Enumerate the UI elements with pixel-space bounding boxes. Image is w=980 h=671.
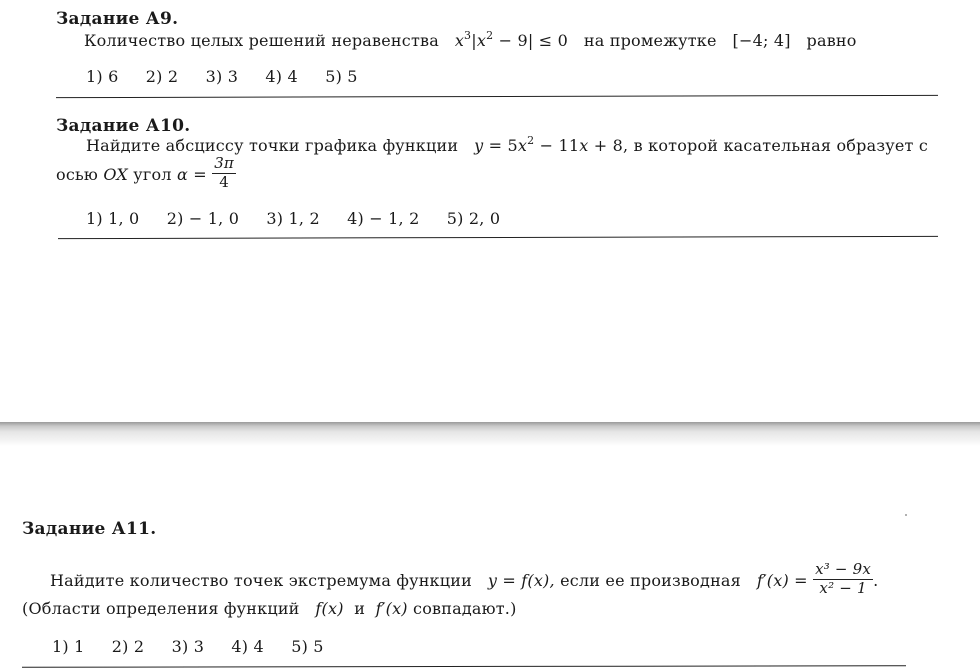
task-a10-line2-text: осью [56, 164, 99, 184]
task-a9-answer-5: 5) 5 [325, 67, 358, 86]
page-bottom [0, 446, 980, 671]
task-a10-line2-text2: угол [133, 164, 172, 184]
task-a11-text2: если ее производная [560, 570, 741, 590]
task-a10-frac-num: 3π [214, 154, 234, 172]
task-a11-answer-5: 5) 5 [291, 637, 324, 656]
task-a11-answer-3: 3) 3 [171, 637, 205, 656]
task-a10-statement-line2 [56, 154, 236, 193]
task-a11-line2-and: и [354, 599, 366, 618]
task-a11-frac-den: x² − 1 [813, 579, 873, 597]
task-a10-answer-3: 3) 1, 2 [266, 209, 320, 228]
task-a9-expr-abs: | [471, 31, 477, 50]
task-a10-divider [58, 236, 938, 239]
task-a9-answer-2: 2) 2 [145, 67, 179, 86]
task-a11-answer-2: 2) 2 [111, 637, 145, 656]
task-a10-fraction [212, 156, 236, 191]
task-a10-answers [86, 209, 522, 228]
task-a9-text3: равно [806, 31, 857, 50]
scan-speck [905, 514, 907, 516]
task-a9-answer-1: 1) 6 [86, 67, 119, 86]
task-a10-fn-rest2: + 8, [588, 136, 629, 155]
task-a11-fraction [813, 562, 873, 597]
task-a11-dot: . [873, 570, 879, 590]
task-a11-line2: (Области определения функций [22, 599, 300, 618]
task-a10-fn-y: y [474, 136, 484, 155]
task-a9-interval: [−4; 4] [732, 31, 791, 50]
page-separator [0, 422, 980, 446]
task-a9-answer-3: 3) 3 [205, 67, 239, 86]
task-a9-statement [84, 31, 857, 50]
task-a11-fn: y = f(x), [487, 570, 555, 590]
task-a10-answer-1: 1) 1, 0 [86, 209, 140, 228]
task-a9-expr-rest: − 9| ≤ 0 [493, 31, 568, 50]
task-a9-text2: на промежутке [583, 31, 717, 50]
task-a11-text: Найдите количество точек экстремума функции [50, 570, 472, 590]
task-a11-line2-f: f(x) [315, 599, 344, 618]
task-a10-answer-2: 2) − 1, 0 [166, 209, 240, 228]
task-a9-expr-x2: x [476, 31, 487, 50]
task-a9-answers [86, 67, 380, 86]
task-a10-axis: OX [103, 164, 128, 184]
task-a11-title: Задание А11. [22, 519, 157, 539]
task-a11-statement-line1 [50, 560, 879, 599]
task-a11-deriv: f′(x) = [756, 570, 808, 590]
task-a11-divider [22, 665, 906, 668]
task-a10-answer-5: 5) 2, 0 [446, 209, 501, 228]
task-a10-fn-rest: − 11 [534, 136, 580, 155]
task-a10-fn-exp: 2 [527, 134, 535, 147]
task-a10-fn-x: x [517, 136, 528, 155]
task-a9-text: Количество целых решений неравенства [84, 31, 439, 50]
task-a11-frac-num: x³ − 9x [815, 560, 872, 578]
task-a11-statement-line2 [22, 599, 517, 618]
task-a9-answer-4: 4) 4 [265, 67, 298, 86]
task-a10-fn-x2: x [579, 136, 589, 155]
task-a10-alpha: α = [176, 164, 207, 184]
task-a9-expr-exp1: 3 [464, 29, 472, 42]
task-a10-text: Найдите абсциссу точки графика функции [86, 136, 459, 155]
task-a9-expr-x: x [454, 31, 465, 50]
task-a11-line2-fp: f′(x) [375, 599, 408, 618]
task-a9-divider [56, 95, 938, 98]
task-a9-title: Задание А9. [56, 9, 179, 29]
task-a10-answer-4: 4) − 1, 2 [347, 209, 420, 228]
task-a11-answers [52, 637, 346, 656]
task-a10-text2: в которой касательная образует с [633, 136, 929, 155]
task-a11-answer-1: 1) 1 [52, 637, 85, 656]
task-a10-statement-line1 [86, 136, 928, 155]
task-a11-line2-end: совпадают.) [413, 599, 517, 618]
task-a9-expr-exp2: 2 [486, 29, 494, 42]
task-a10-fn-eq: = 5 [483, 136, 518, 155]
task-a10-title: Задание А10. [56, 116, 191, 136]
task-a10-frac-den: 4 [212, 173, 236, 191]
task-a11-answer-4: 4) 4 [231, 637, 264, 656]
